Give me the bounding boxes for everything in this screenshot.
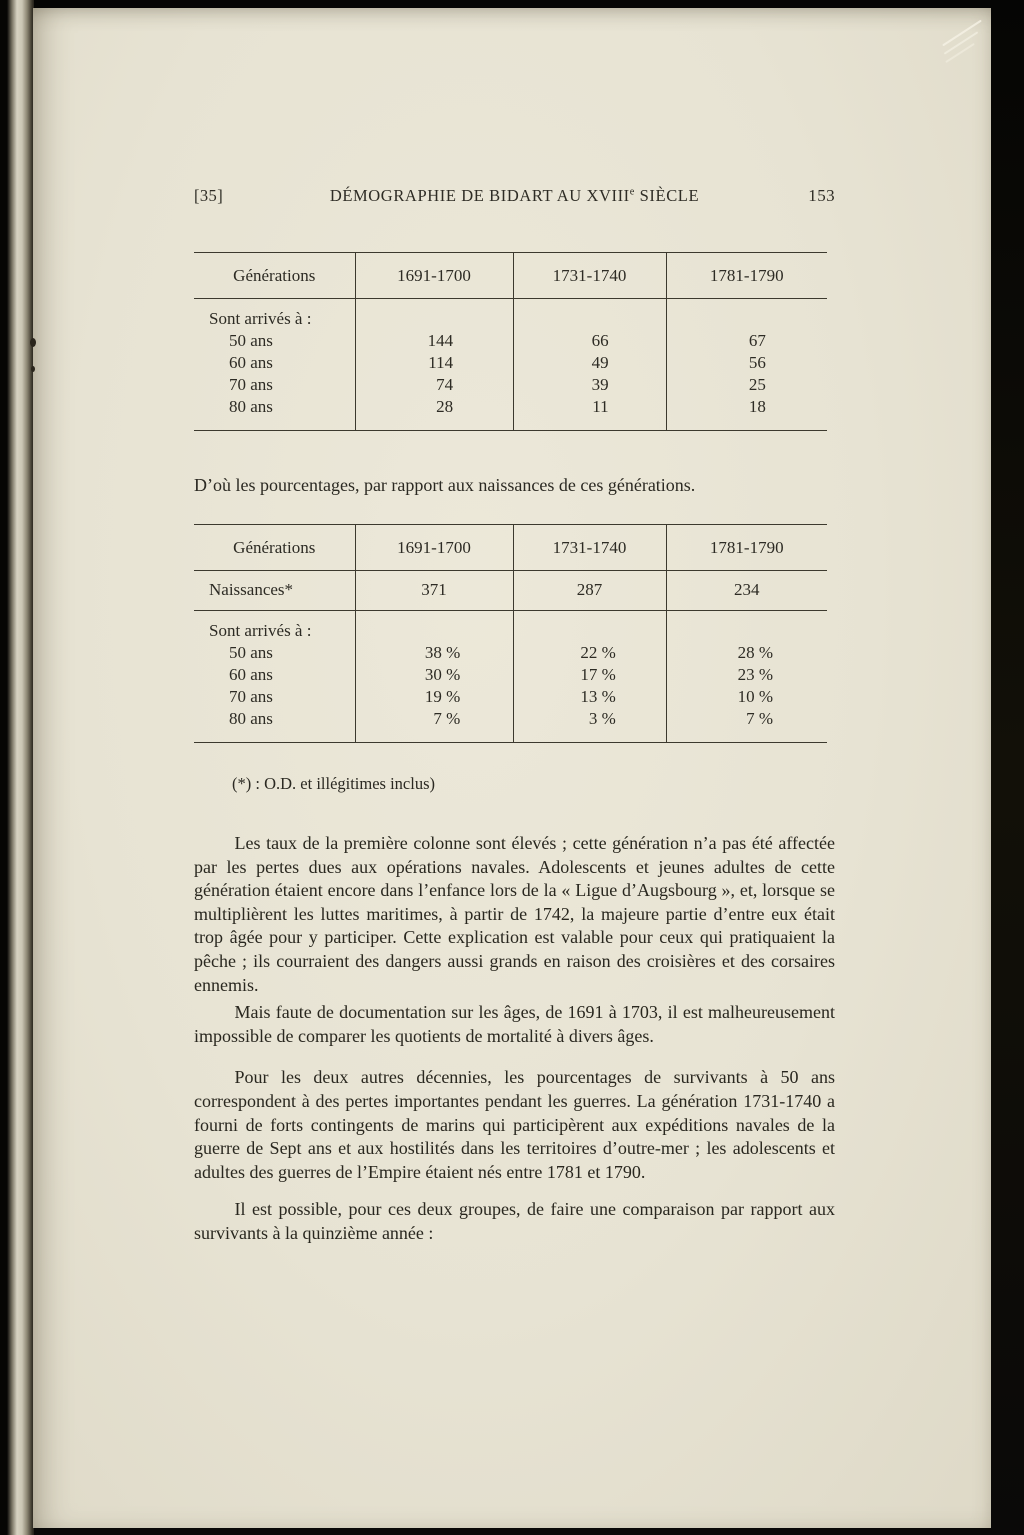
body-paragraph: Les taux de la première colonne sont élevés ; cette génération n’a pas été affectée par les pertes dues aux opérations navales. Adolescents et jeunes adultes de cette génération étaient encore dans l’enfance lors de la « Ligue d’Augsbourg », et, lorsque se multiplièrent les luttes maritimes, à partir de 1742, la majeure partie d’entre eux était trop âgée pour y participer. Cette explication est valable pour ceux qui pratiquaient la pêche ; ils courraient des dangers aussi grands en raison des croisières et des corsaires ennemis. [194,833,835,995]
cell-value: 56 [666,352,827,374]
table-row [194,396,827,431]
row-label: 70 ans [229,375,273,394]
cell-value: 74 [355,374,513,396]
table-group-row [194,299,827,331]
body-paragraph: Pour les deux autres décennies, les pourcentages de survivants à 50 ans correspondent à des pertes importantes pendant les guerres. La génération 1731-1740 a fourni de forts contingents de marins qui participèrent aux expéditions navales de la guerre de Sept ans et aux hostilités dans les territoires d’outre-mer ; les adolescents et adultes des guerres de l’Empire étaient nés entre 1781 et 1790. [194,1067,835,1182]
page-title-end: SIÈCLE [634,186,700,205]
cell-value: 66 [513,330,666,352]
table-row [194,664,827,686]
column-header-1691-1700: 1691-1700 [355,525,513,571]
row-label: 80 ans [229,709,273,728]
empty-cell [513,299,666,331]
table-row [194,352,827,374]
book-spine [0,0,34,1535]
section-marker: [35] [194,186,224,205]
column-header-1781-1790: 1781-1790 [666,253,827,299]
row-label: 80 ans [229,397,273,416]
table-row [194,708,827,743]
cell-value: 7 % [355,708,513,743]
table-row [194,686,827,708]
body-paragraph: Mais faute de documentation sur les âges, de 1691 à 1703, il est malheureusement impossible de comparer les quotients de mortalité à divers âges. [194,1002,835,1046]
table-row [194,374,827,396]
row-label: 70 ans [229,687,273,706]
row-label: 50 ans [229,643,273,662]
column-header-generations: Générations [194,253,355,299]
cell-value: 28 [355,396,513,431]
page-title-superscript: e [629,186,635,198]
cell-value: 30 % [355,664,513,686]
cell-value: 28 % [666,642,827,664]
cell-value: 114 [355,352,513,374]
empty-cell [666,611,827,643]
births-row [194,571,827,611]
row-label: Naissances* [194,571,355,611]
intro-paragraph: D’où les pourcentages, par rapport aux naissances de ces générations. [194,475,696,495]
group-label: Sont arrivés à : [209,621,312,640]
column-header-1691-1700: 1691-1700 [355,253,513,299]
page-title-main: DÉMOGRAPHIE DE BIDART AU XVIII [329,186,630,205]
cell-value: 144 [355,330,513,352]
empty-cell [513,611,666,643]
cell-value: 25 [666,374,827,396]
survivors-count-table [194,252,827,431]
cell-value: 67 [666,330,827,352]
empty-cell [355,299,513,331]
cell-value: 7 % [666,708,827,743]
cell-value: 234 [666,571,827,611]
cell-value: 371 [355,571,513,611]
cell-value: 3 % [513,708,666,743]
table-header-row [194,525,827,571]
row-label: 50 ans [229,331,273,350]
column-header-1731-1740: 1731-1740 [513,253,666,299]
page-header [194,186,835,206]
column-header-1781-1790: 1781-1790 [666,525,827,571]
body-text [194,832,835,1246]
cell-value: 287 [513,571,666,611]
table-footnote: (*) : O.D. et illégitimes inclus) [232,774,436,793]
body-paragraph: Il est possible, pour ces deux groupes, de faire une comparaison par rapport aux survivants à la quinzième année : [194,1199,835,1243]
cell-value: 17 % [513,664,666,686]
cell-value: 39 [513,374,666,396]
column-header-1731-1740: 1731-1740 [513,525,666,571]
table-row [194,642,827,664]
cell-value: 23 % [666,664,827,686]
page-content [33,8,991,1246]
cell-value: 49 [513,352,666,374]
row-label: 60 ans [229,665,273,684]
row-label: 60 ans [229,353,273,372]
cell-value: 10 % [666,686,827,708]
cell-value: 18 [666,396,827,431]
table-header-row [194,253,827,299]
cell-value: 19 % [355,686,513,708]
cell-value: 22 % [513,642,666,664]
page-number: 153 [808,186,835,205]
cell-value: 13 % [513,686,666,708]
cell-value: 11 [513,396,666,431]
column-header-generations: Générations [194,525,355,571]
book-page [33,8,991,1528]
page-title [264,186,765,206]
table-group-row [194,611,827,643]
table-row [194,330,827,352]
group-label: Sont arrivés à : [209,309,312,328]
empty-cell [355,611,513,643]
percentages-table [194,524,827,743]
cell-value: 38 % [355,642,513,664]
empty-cell [666,299,827,331]
